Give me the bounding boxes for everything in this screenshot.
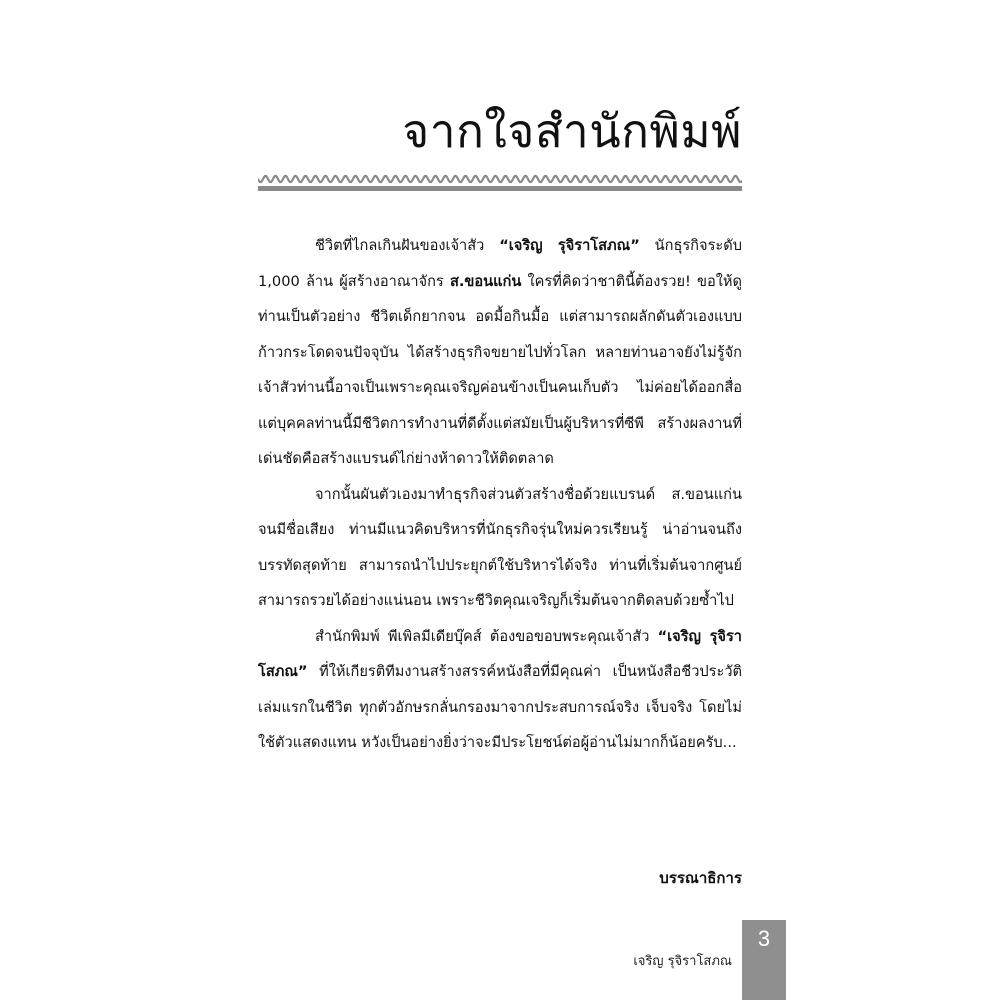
body-paragraph xyxy=(258,477,742,619)
text-run: ที่ให้เกียรติทีมงานสร้างสรรค์หนังสือที่มีคุณค่า เป็นหนังสือชีวประวัติเล่มแรกในชีวิต ทุกตัวอักษรกลั่นกรองมาจากประสบการณ์จริง เจ็บจริง โดยไม่ใช้ตัวแสดงแทน หวังเป็นอย่างยิ่งว่าจะมีประโยชน์ต่อผู้อ่านไม่มากก็น้อยครับ... xyxy=(258,663,742,751)
footer-book-title: เจริญ รุจิราโสภณ xyxy=(633,954,732,969)
wave-divider xyxy=(258,172,742,198)
body-text xyxy=(258,228,742,761)
page-number: 3 xyxy=(757,926,771,951)
text-run: ใครที่คิดว่าชาตินี้ต้องรวย! ขอให้ดูท่านเป็นตัวอย่าง ชีวิตเด็กยากจน อดมื้อกินมื้อ แต่สามารถผลักดันตัวเองแบบก้าวกระโดดจนปัจจุบัน ได้สร้างธุรกิจขยายไปทั่วโลก หลายท่านอาจยังไม่รู้จักเจ้าสัวท่านนี้อาจเป็นเพราะคุณเจริญค่อนข้างเป็นคนเก็บตัว ไม่ค่อยได้ออกสื่อ แต่บุคคลท่านนี้มีชีวิตการทำงานที่ดีตั้งแต่สมัยเป็นผู้บริหารที่ซีพี สร้างผลงานที่เด่นชัดคือสร้างแบรนด์ไก่ย่างห้าดาวให้ติดตลาด xyxy=(258,272,742,467)
text-run: ชีวิตที่ไกลเกินฝันของเจ้าสัว xyxy=(315,237,500,254)
body-paragraph xyxy=(258,619,742,761)
bold-run: “เจริญ รุจิราโสภณ” xyxy=(499,237,640,254)
bold-run: ส.ขอนแก่น xyxy=(449,272,522,290)
text-run: จากนั้นผันตัวเองมาทำธุรกิจส่วนตัวสร้างชื่อด้วยแบรนด์ ส.ขอนแก่นจนมีชื่อเสียง ท่านมีแนวคิดบริหารที่นักธุรกิจรุ่นใหม่ควรเรียนรู้ น่าอ่านจนถึงบรรทัดสุดท้าย สามารถนำไปประยุกต์ใช้บริหารได้จริง ท่านที่เริ่มต้นจากศูนย์สามารถรวยได้อย่างแน่นอน เพราะชีวิตคุณเจริญก็เริ่มต้นจากติดลบด้วยซ้ำไป xyxy=(258,485,742,609)
page-title: จากใจสำนักพิมพ์ xyxy=(402,104,742,158)
text-run: นักธุรกิจระดับ 1,000 ล้าน ผู้สร้างอาณาจักร xyxy=(258,237,742,290)
body-paragraph xyxy=(258,228,742,477)
editor-signature: บรรณาธิการ xyxy=(659,869,742,887)
bold-run: “เจริญ รุจิราโสภณ” xyxy=(258,627,742,680)
page-number-box xyxy=(742,920,786,1000)
text-run: สำนักพิมพ์ พีเพิลมีเดียบุ๊คส์ ต้องขอขอบพระคุณเจ้าสัว xyxy=(315,627,658,645)
